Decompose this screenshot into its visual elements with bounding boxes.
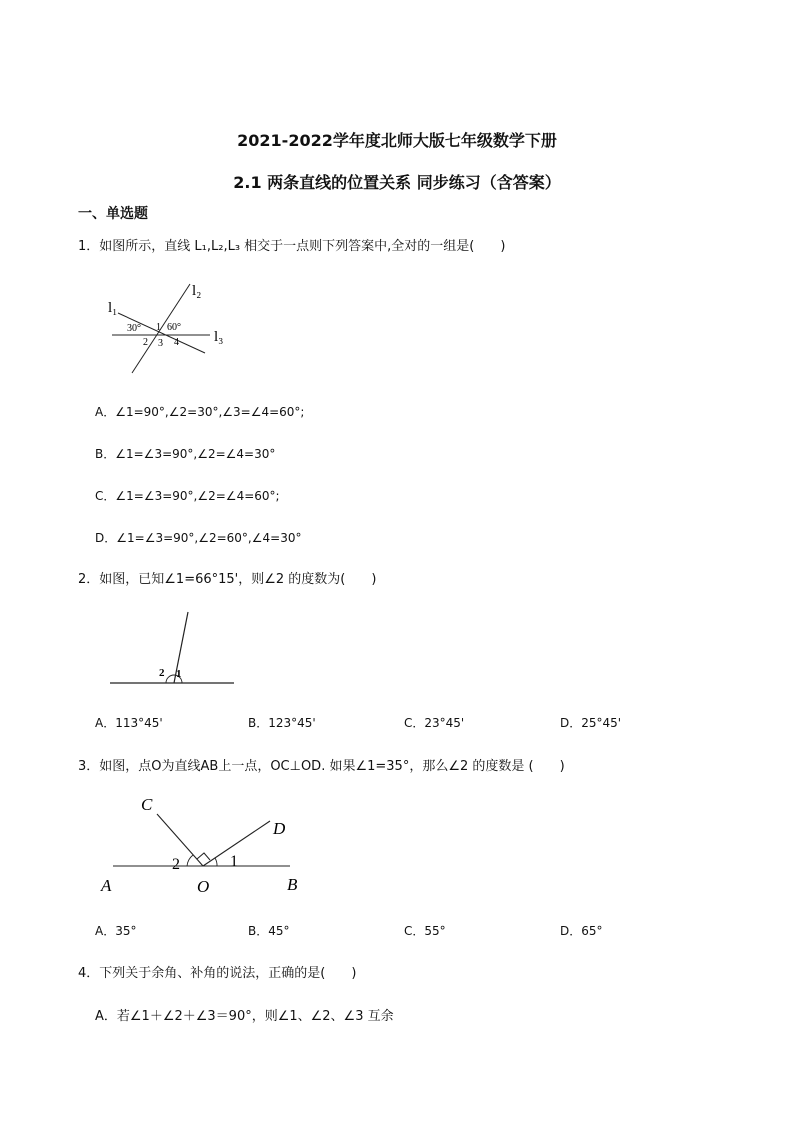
document-subtitle: 2.1 两条直线的位置关系 同步练习（含答案） (233, 173, 561, 192)
point-o-label: O (197, 877, 210, 896)
question-1-option-d: D．∠1=∠3=90°,∠2=60°,∠4=30° (95, 531, 302, 545)
question-4-option-a: A．若∠1＋∠2＋∠3＝90°，则∠1、∠2、∠3 互余 (95, 1009, 394, 1024)
question-3-figure (95, 790, 315, 900)
question-1-stem: 1．如图所示，直线 L₁,L₂,L₃ 相交于一点则下列答案中,全对的一组是( ) (78, 239, 506, 254)
question-1-option-b: B．∠1=∠3=90°,∠2=∠4=30° (95, 447, 276, 461)
point-c-label: C (141, 795, 153, 814)
angle-60-label: 60° (167, 322, 181, 333)
angle-2-label: 2 (143, 337, 148, 348)
section-heading: 一、单选题 (78, 206, 148, 222)
angle-4-label: 4 (174, 337, 179, 348)
angle-30-label: 30° (127, 323, 141, 334)
angle-1-label: 1 (176, 668, 182, 680)
point-d-label: D (273, 819, 286, 838)
angle-3-label: 3 (158, 338, 163, 349)
l3-label: l₃ (214, 329, 224, 345)
question-3-option-a: A．35° (95, 924, 137, 938)
question-2-stem: 2．如图，已知∠1=66°15'，则∠2 的度数为( ) (78, 572, 377, 587)
angle-1-label: 1 (156, 322, 161, 333)
point-b-label: B (287, 875, 298, 894)
l1-label: l₁ (108, 300, 118, 316)
question-2-option-c: C．23°45' (404, 716, 465, 730)
question-4-stem: 4．下列关于余角、补角的说法，正确的是( ) (78, 966, 357, 981)
question-2-option-b: B．123°45' (248, 716, 316, 730)
l2-label: l₂ (192, 283, 202, 299)
question-3-option-c: C．55° (404, 924, 446, 938)
question-3-stem: 3．如图，点O为直线AB上一点，OC⊥OD. 如果∠1=35°，那么∠2 的度数是 ( ) (78, 759, 565, 774)
document-title: 2021-2022学年度北师大版七年级数学下册 (237, 131, 557, 150)
angle-2-label: 2 (172, 856, 180, 873)
angle-1-label: 1 (230, 853, 238, 870)
question-3-option-b: B．45° (248, 924, 290, 938)
question-1-option-c: C．∠1=∠3=90°,∠2=∠4=60°; (95, 489, 280, 503)
question-2-option-d: D．25°45' (560, 716, 622, 730)
point-a-label: A (101, 876, 112, 895)
question-3-option-d: D．65° (560, 924, 603, 938)
question-2-option-a: A．113°45' (95, 716, 163, 730)
angle-2-label: 2 (159, 667, 165, 679)
question-1-option-a: A．∠1=90°,∠2=30°,∠3=∠4=60°; (95, 405, 305, 419)
question-2-figure (108, 608, 238, 688)
question-1-figure (100, 278, 240, 378)
